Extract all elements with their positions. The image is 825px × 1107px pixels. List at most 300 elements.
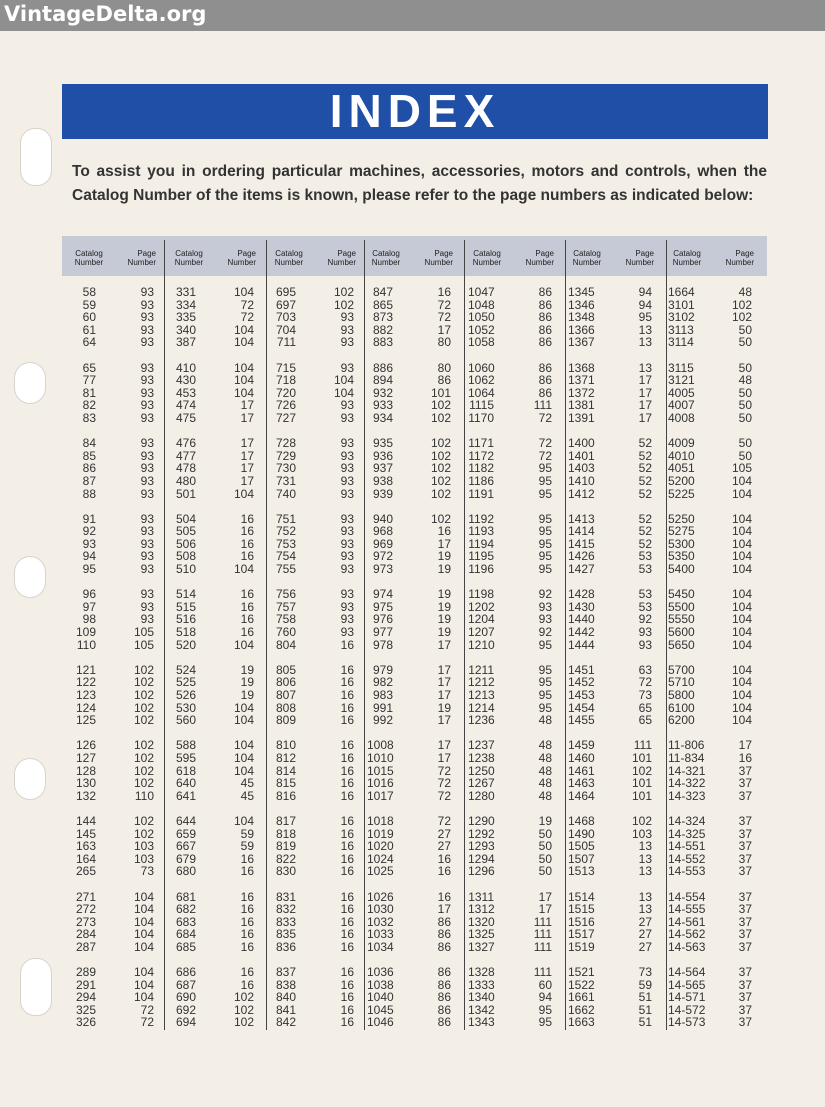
table-row bbox=[367, 286, 467, 299]
catalog-number: 1507 bbox=[568, 851, 595, 866]
catalog-number: 109 bbox=[75, 625, 96, 640]
page-number: 104 bbox=[731, 486, 752, 501]
catalog-number: 883 bbox=[372, 335, 393, 350]
catalog-number: 659 bbox=[175, 826, 196, 841]
page-number: 93 bbox=[140, 297, 154, 312]
header-catalog-label: Catalog Number bbox=[371, 249, 401, 267]
catalog-number: 1461 bbox=[568, 763, 595, 778]
catalog-number: 1519 bbox=[568, 939, 595, 954]
page-number: 93 bbox=[140, 436, 154, 451]
table-row bbox=[270, 991, 370, 1004]
site-watermark: VintageDelta.org bbox=[4, 2, 207, 26]
table-row bbox=[270, 639, 370, 652]
catalog-number: 1292 bbox=[468, 826, 495, 841]
table-row bbox=[367, 777, 467, 790]
catalog-number: 835 bbox=[275, 927, 296, 942]
table-row bbox=[367, 840, 467, 853]
table-row bbox=[70, 777, 170, 790]
catalog-number: 92 bbox=[82, 524, 96, 539]
table-row bbox=[668, 903, 768, 916]
page-number: 59 bbox=[638, 977, 652, 992]
catalog-number: 1214 bbox=[468, 700, 495, 715]
catalog-number: 126 bbox=[75, 738, 96, 753]
catalog-number: 1290 bbox=[468, 813, 495, 828]
catalog-number: 1311 bbox=[468, 889, 494, 904]
page-number: 37 bbox=[738, 813, 752, 828]
catalog-number: 273 bbox=[75, 914, 96, 929]
catalog-number: 265 bbox=[75, 864, 96, 879]
catalog-number: 144 bbox=[75, 813, 96, 828]
table-row bbox=[270, 311, 370, 324]
page-number: 111 bbox=[533, 939, 552, 954]
catalog-number: 1366 bbox=[568, 322, 595, 337]
page-number: 16 bbox=[240, 549, 254, 564]
catalog-number: 976 bbox=[372, 612, 393, 627]
page-number: 104 bbox=[233, 562, 254, 577]
table-row bbox=[170, 752, 270, 765]
page-number: 95 bbox=[538, 1002, 552, 1017]
table-row bbox=[468, 752, 568, 765]
catalog-number: 82 bbox=[82, 398, 96, 413]
catalog-number: 145 bbox=[75, 826, 96, 841]
page-number: 93 bbox=[340, 599, 354, 614]
page-number: 37 bbox=[738, 889, 752, 904]
catalog-number: 1020 bbox=[367, 839, 394, 854]
table-row bbox=[568, 928, 668, 941]
catalog-number: 4005 bbox=[668, 385, 695, 400]
page-number: 16 bbox=[340, 688, 354, 702]
catalog-number: 679 bbox=[175, 851, 196, 866]
table-row bbox=[270, 626, 370, 639]
page-number: 104 bbox=[731, 625, 752, 640]
catalog-number: 933 bbox=[372, 398, 393, 413]
catalog-number: 1192 bbox=[468, 511, 494, 526]
table-row bbox=[468, 941, 568, 954]
catalog-number: 132 bbox=[75, 788, 96, 803]
page-number: 50 bbox=[738, 360, 752, 375]
page-number: 86 bbox=[437, 1002, 451, 1017]
page-number: 93 bbox=[340, 436, 354, 451]
catalog-number: 272 bbox=[75, 902, 96, 917]
catalog-number: 873 bbox=[372, 310, 393, 325]
binder-hole-3 bbox=[14, 758, 46, 800]
page-number: 111 bbox=[533, 914, 552, 929]
table-row bbox=[367, 475, 467, 488]
table-row bbox=[668, 488, 768, 501]
catalog-number: 5710 bbox=[668, 675, 695, 690]
catalog-number: 865 bbox=[372, 297, 393, 312]
page-number: 16 bbox=[340, 889, 354, 904]
catalog-number: 983 bbox=[372, 688, 393, 702]
table-row bbox=[668, 815, 768, 828]
catalog-number: 1371 bbox=[568, 373, 595, 388]
catalog-number: 60 bbox=[82, 310, 96, 325]
page-number: 104 bbox=[731, 587, 752, 602]
page-number: 59 bbox=[240, 826, 254, 841]
table-row bbox=[568, 588, 668, 601]
table-row bbox=[170, 966, 270, 979]
page-number: 104 bbox=[731, 524, 752, 539]
catalog-number: 819 bbox=[275, 839, 296, 854]
catalog-number: 14-554 bbox=[668, 889, 706, 904]
catalog-number: 727 bbox=[275, 410, 296, 425]
catalog-number: 14-565 bbox=[668, 977, 706, 992]
table-row bbox=[668, 966, 768, 979]
page-number: 19 bbox=[437, 625, 451, 640]
page-number: 104 bbox=[133, 990, 154, 1005]
catalog-number: 640 bbox=[175, 776, 196, 791]
table-row bbox=[568, 689, 668, 702]
catalog-number: 334 bbox=[175, 297, 196, 312]
page-number: 16 bbox=[437, 524, 451, 539]
catalog-number: 1312 bbox=[468, 902, 495, 917]
page-number: 17 bbox=[437, 688, 451, 702]
index-column-4 bbox=[367, 286, 467, 1029]
header-catalog-label: Catalog Number bbox=[74, 249, 104, 267]
catalog-number: 289 bbox=[75, 965, 96, 980]
binder-hole-1 bbox=[14, 362, 46, 404]
page-number: 102 bbox=[133, 700, 154, 715]
table-row bbox=[170, 1016, 270, 1029]
table-row bbox=[568, 903, 668, 916]
table-row bbox=[468, 588, 568, 601]
catalog-number: 95 bbox=[82, 562, 96, 577]
table-row bbox=[70, 336, 170, 349]
page-number: 104 bbox=[233, 322, 254, 337]
page-number: 16 bbox=[340, 826, 354, 841]
catalog-number: 1440 bbox=[568, 612, 595, 627]
catalog-number: 11-834 bbox=[668, 750, 705, 765]
catalog-number: 121 bbox=[75, 662, 96, 677]
page-number: 102 bbox=[631, 813, 652, 828]
page-number: 93 bbox=[140, 549, 154, 564]
catalog-number: 5450 bbox=[668, 587, 695, 602]
catalog-number: 14-564 bbox=[668, 965, 706, 980]
table-row bbox=[270, 488, 370, 501]
page-number: 104 bbox=[233, 285, 254, 299]
table-row bbox=[468, 412, 568, 425]
page-number: 37 bbox=[738, 927, 752, 942]
page-number: 93 bbox=[340, 625, 354, 640]
page-number: 93 bbox=[340, 310, 354, 325]
catalog-number: 1401 bbox=[568, 448, 595, 463]
page-number: 17 bbox=[638, 385, 652, 400]
page-number: 52 bbox=[638, 511, 652, 526]
table-row bbox=[170, 311, 270, 324]
catalog-number: 1381 bbox=[568, 398, 595, 413]
page-number: 86 bbox=[437, 1015, 451, 1030]
page-number: 86 bbox=[437, 914, 451, 929]
catalog-number: 1515 bbox=[568, 902, 595, 917]
table-row bbox=[70, 311, 170, 324]
page-number: 37 bbox=[738, 965, 752, 980]
table-row bbox=[270, 563, 370, 576]
catalog-number: 3102 bbox=[668, 310, 695, 325]
catalog-number: 1428 bbox=[568, 587, 595, 602]
catalog-number: 124 bbox=[75, 700, 96, 715]
page-number: 86 bbox=[538, 373, 552, 388]
catalog-number: 430 bbox=[175, 373, 196, 388]
catalog-number: 818 bbox=[275, 826, 296, 841]
catalog-number: 1430 bbox=[568, 599, 595, 614]
catalog-number: 831 bbox=[275, 889, 296, 904]
catalog-number: 5350 bbox=[668, 549, 695, 564]
catalog-number: 974 bbox=[372, 587, 393, 602]
page-number: 104 bbox=[731, 700, 752, 715]
table-row bbox=[170, 689, 270, 702]
catalog-number: 1034 bbox=[367, 939, 394, 954]
page-number: 93 bbox=[340, 536, 354, 551]
page-number: 95 bbox=[538, 675, 552, 690]
page-number: 93 bbox=[140, 398, 154, 413]
page-number: 19 bbox=[437, 599, 451, 614]
page-number: 16 bbox=[340, 763, 354, 778]
page-number: 17 bbox=[437, 675, 451, 690]
table-row bbox=[367, 626, 467, 639]
index-column-5 bbox=[468, 286, 568, 1029]
catalog-number: 814 bbox=[275, 763, 296, 778]
catalog-number: 728 bbox=[275, 436, 296, 451]
page-number: 102 bbox=[430, 448, 451, 463]
table-row bbox=[70, 488, 170, 501]
catalog-number: 1196 bbox=[468, 562, 494, 577]
page-number: 19 bbox=[437, 700, 451, 715]
table-row bbox=[568, 412, 668, 425]
catalog-number: 501 bbox=[175, 486, 196, 501]
catalog-number: 64 bbox=[82, 335, 96, 350]
page-number: 51 bbox=[638, 1015, 652, 1030]
page-number: 104 bbox=[731, 675, 752, 690]
catalog-number: 85 bbox=[82, 448, 96, 463]
table-row bbox=[270, 374, 370, 387]
page-number: 16 bbox=[340, 864, 354, 879]
table-row bbox=[568, 1016, 668, 1029]
catalog-number: 163 bbox=[75, 839, 96, 854]
table-row bbox=[170, 991, 270, 1004]
catalog-number: 1459 bbox=[568, 738, 595, 753]
catalog-number: 1010 bbox=[367, 750, 394, 765]
page-number: 37 bbox=[738, 788, 752, 803]
catalog-number: 1516 bbox=[568, 914, 595, 929]
page-number: 86 bbox=[437, 977, 451, 992]
catalog-number: 4008 bbox=[668, 410, 695, 425]
page-number: 86 bbox=[538, 335, 552, 350]
page-number: 16 bbox=[340, 713, 354, 728]
catalog-number: 518 bbox=[175, 625, 196, 640]
catalog-number: 1410 bbox=[568, 473, 595, 488]
page-number: 16 bbox=[437, 889, 451, 904]
catalog-number: 992 bbox=[372, 713, 393, 728]
page-number: 27 bbox=[437, 839, 451, 854]
catalog-number: 520 bbox=[175, 637, 196, 652]
page-number: 73 bbox=[638, 688, 652, 702]
catalog-number: 477 bbox=[175, 448, 196, 463]
page-number: 102 bbox=[133, 738, 154, 753]
page-number: 50 bbox=[738, 385, 752, 400]
catalog-number: 5200 bbox=[668, 473, 695, 488]
binder-hole-top bbox=[20, 128, 52, 186]
page-number: 93 bbox=[340, 587, 354, 602]
page-number: 19 bbox=[240, 675, 254, 690]
catalog-number: 730 bbox=[275, 461, 296, 476]
page-number: 104 bbox=[133, 965, 154, 980]
catalog-number: 810 bbox=[275, 738, 296, 753]
page-number: 17 bbox=[538, 889, 552, 904]
catalog-number: 14-571 bbox=[668, 990, 706, 1005]
catalog-number: 836 bbox=[275, 939, 296, 954]
page-number: 93 bbox=[340, 322, 354, 337]
catalog-number: 704 bbox=[275, 322, 296, 337]
table-row bbox=[270, 815, 370, 828]
catalog-number: 1047 bbox=[468, 285, 495, 299]
page-number: 93 bbox=[538, 612, 552, 627]
catalog-number: 65 bbox=[82, 360, 96, 375]
page-number: 13 bbox=[638, 360, 652, 375]
catalog-number: 1032 bbox=[367, 914, 394, 929]
table-row bbox=[668, 475, 768, 488]
catalog-number: 515 bbox=[175, 599, 196, 614]
catalog-number: 530 bbox=[175, 700, 196, 715]
page-number: 37 bbox=[738, 826, 752, 841]
page-number: 16 bbox=[340, 1002, 354, 1017]
page-number: 105 bbox=[133, 637, 154, 652]
page-number: 102 bbox=[430, 398, 451, 413]
table-row bbox=[568, 437, 668, 450]
page-number: 102 bbox=[133, 763, 154, 778]
catalog-number: 1237 bbox=[468, 738, 495, 753]
catalog-number: 526 bbox=[175, 688, 196, 702]
catalog-number: 5800 bbox=[668, 688, 695, 702]
catalog-number: 1368 bbox=[568, 360, 595, 375]
table-row bbox=[170, 714, 270, 727]
page-number: 27 bbox=[638, 914, 652, 929]
table-row bbox=[468, 525, 568, 538]
table-row bbox=[70, 966, 170, 979]
catalog-number: 815 bbox=[275, 776, 296, 791]
table-row bbox=[668, 374, 768, 387]
page-number: 111 bbox=[533, 965, 552, 980]
page-number: 16 bbox=[340, 927, 354, 942]
table-row bbox=[568, 336, 668, 349]
table-row bbox=[367, 714, 467, 727]
page-number: 52 bbox=[638, 436, 652, 451]
catalog-number: 894 bbox=[372, 373, 393, 388]
page-number: 17 bbox=[437, 738, 451, 753]
catalog-number: 822 bbox=[275, 851, 296, 866]
catalog-number: 1024 bbox=[367, 851, 394, 866]
catalog-number: 711 bbox=[276, 335, 296, 350]
page-number: 95 bbox=[538, 662, 552, 677]
page-number: 93 bbox=[340, 410, 354, 425]
page-number: 16 bbox=[240, 625, 254, 640]
table-row bbox=[468, 311, 568, 324]
catalog-number: 505 bbox=[175, 524, 196, 539]
page-number: 65 bbox=[638, 713, 652, 728]
catalog-number: 1444 bbox=[568, 637, 595, 652]
page-number: 16 bbox=[437, 851, 451, 866]
page-number: 111 bbox=[633, 738, 652, 753]
page-number: 16 bbox=[340, 700, 354, 715]
catalog-number: 729 bbox=[275, 448, 296, 463]
catalog-number: 969 bbox=[372, 536, 393, 551]
catalog-number: 1513 bbox=[568, 864, 595, 879]
catalog-number: 1045 bbox=[367, 1002, 394, 1017]
page-number: 16 bbox=[437, 864, 451, 879]
catalog-number: 1064 bbox=[468, 385, 495, 400]
page-number: 37 bbox=[738, 939, 752, 954]
table-row bbox=[468, 286, 568, 299]
page-number: 17 bbox=[437, 713, 451, 728]
catalog-number: 1320 bbox=[468, 914, 495, 929]
page-number: 60 bbox=[538, 977, 552, 992]
catalog-number: 516 bbox=[175, 612, 196, 627]
page-number: 72 bbox=[538, 410, 552, 425]
catalog-number: 1505 bbox=[568, 839, 595, 854]
catalog-number: 807 bbox=[275, 688, 296, 702]
page-number: 37 bbox=[738, 776, 752, 791]
title-banner bbox=[62, 84, 768, 139]
page-number: 104 bbox=[731, 473, 752, 488]
page-number: 93 bbox=[340, 335, 354, 350]
table-row bbox=[568, 525, 668, 538]
catalog-number: 1345 bbox=[568, 285, 595, 299]
header-page-label: Page Number bbox=[625, 249, 654, 267]
table-row bbox=[70, 790, 170, 803]
catalog-number: 14-562 bbox=[668, 927, 706, 942]
page-number: 17 bbox=[638, 373, 652, 388]
catalog-number: 98 bbox=[82, 612, 96, 627]
page-number: 95 bbox=[538, 549, 552, 564]
table-row bbox=[70, 626, 170, 639]
table-row bbox=[170, 525, 270, 538]
catalog-number: 5275 bbox=[668, 524, 695, 539]
header-catalog-label: Catalog Number bbox=[472, 249, 502, 267]
catalog-number: 525 bbox=[175, 675, 196, 690]
page-number: 110 bbox=[134, 788, 154, 803]
catalog-number: 805 bbox=[275, 662, 296, 677]
catalog-number: 694 bbox=[175, 1015, 196, 1030]
page-number: 37 bbox=[738, 1015, 752, 1030]
page-number: 93 bbox=[340, 448, 354, 463]
table-row bbox=[668, 639, 768, 652]
page-number: 52 bbox=[638, 524, 652, 539]
page-number: 17 bbox=[738, 738, 752, 753]
catalog-number: 684 bbox=[175, 927, 196, 942]
page-number: 16 bbox=[240, 977, 254, 992]
table-row bbox=[367, 752, 467, 765]
page-number: 103 bbox=[631, 826, 652, 841]
page-number: 95 bbox=[538, 524, 552, 539]
catalog-number: 1400 bbox=[568, 436, 595, 451]
page-number: 101 bbox=[631, 776, 652, 791]
catalog-number: 1030 bbox=[367, 902, 394, 917]
catalog-number: 524 bbox=[175, 662, 196, 677]
table-row bbox=[367, 311, 467, 324]
page-number: 48 bbox=[538, 738, 552, 753]
table-row bbox=[468, 563, 568, 576]
page-number: 72 bbox=[437, 297, 451, 312]
page-number: 17 bbox=[240, 398, 254, 413]
catalog-number: 978 bbox=[372, 637, 393, 652]
catalog-number: 644 bbox=[175, 813, 196, 828]
table-row bbox=[568, 286, 668, 299]
catalog-number: 1490 bbox=[568, 826, 595, 841]
catalog-number: 1664 bbox=[668, 285, 695, 299]
catalog-number: 6200 bbox=[668, 713, 695, 728]
page-number: 104 bbox=[731, 688, 752, 702]
table-row bbox=[468, 777, 568, 790]
page-number: 72 bbox=[538, 448, 552, 463]
